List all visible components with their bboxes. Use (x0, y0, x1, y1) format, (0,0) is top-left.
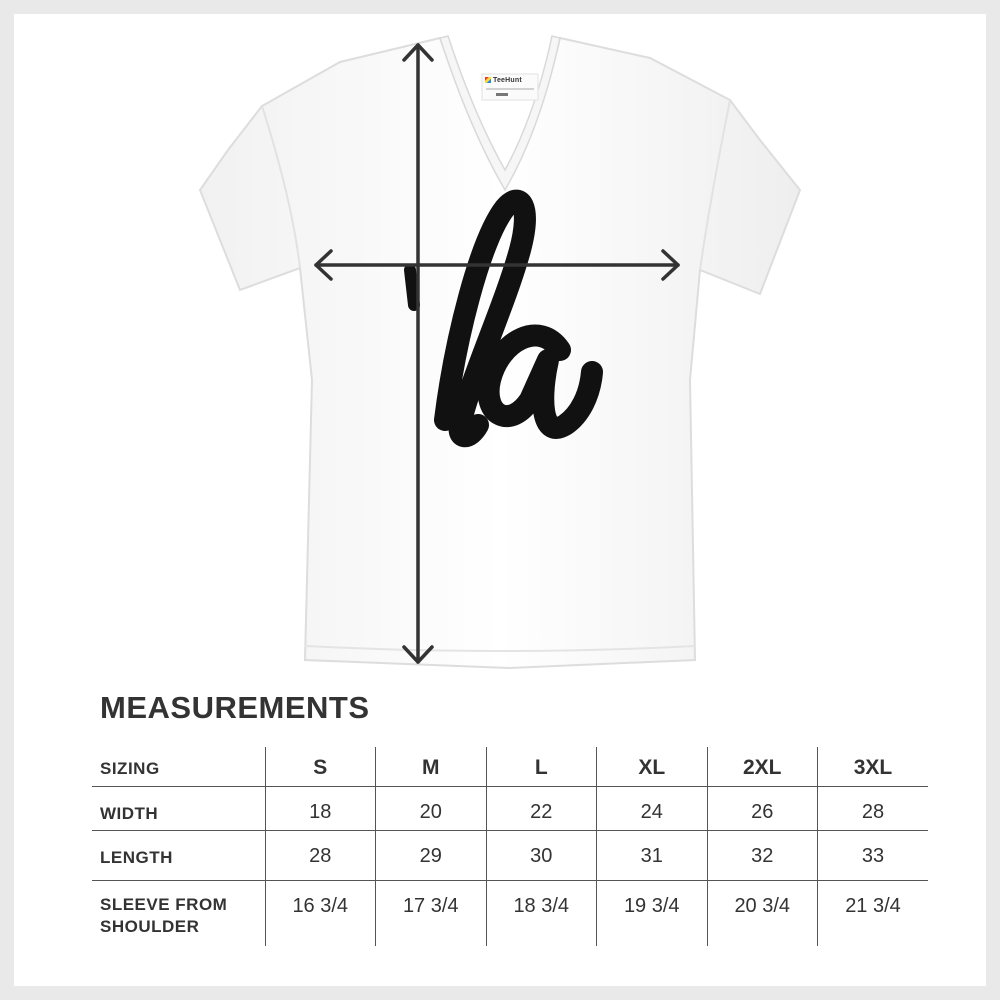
table-cell: 24 (597, 786, 708, 830)
table-cell: 31 (597, 830, 708, 880)
size-header-s: S (265, 747, 376, 786)
table-header-row (92, 747, 928, 786)
width-label: WIDTH (92, 786, 265, 830)
table-cell: 19 3/4 (597, 880, 708, 946)
table-cell: 26 (707, 786, 818, 830)
table-cell: 20 3/4 (707, 880, 818, 946)
table-cell: 17 3/4 (376, 880, 487, 946)
sizing-label: SIZING (92, 747, 265, 786)
table-cell: 18 (265, 786, 376, 830)
table-row (92, 880, 928, 946)
size-header-3xl: 3XL (818, 747, 929, 786)
table-cell: 28 (818, 786, 929, 830)
table-cell: 28 (265, 830, 376, 880)
table-cell: 22 (486, 786, 597, 830)
table-cell: 33 (818, 830, 929, 880)
length-label: LENGTH (92, 830, 265, 880)
brand-tag-label: TeeHunt (485, 77, 545, 91)
size-header-xl: XL (597, 747, 708, 786)
size-header-l: L (486, 747, 597, 786)
size-header-m: M (376, 747, 487, 786)
sleeve-label: SLEEVE FROM SHOULDER (100, 894, 228, 936)
size-table (92, 747, 928, 946)
table-cell: 20 (376, 786, 487, 830)
brand-logo-icon (485, 77, 491, 83)
size-header-2xl: 2XL (707, 747, 818, 786)
table-row (92, 786, 928, 830)
table-cell: 32 (707, 830, 818, 880)
table-cell: 21 3/4 (818, 880, 929, 946)
table-row (92, 830, 928, 880)
table-cell: 16 3/4 (265, 880, 376, 946)
table-cell: 30 (486, 830, 597, 880)
table-cell: 18 3/4 (486, 880, 597, 946)
measurements-title: MEASUREMENTS (100, 690, 370, 725)
table-cell: 29 (376, 830, 487, 880)
